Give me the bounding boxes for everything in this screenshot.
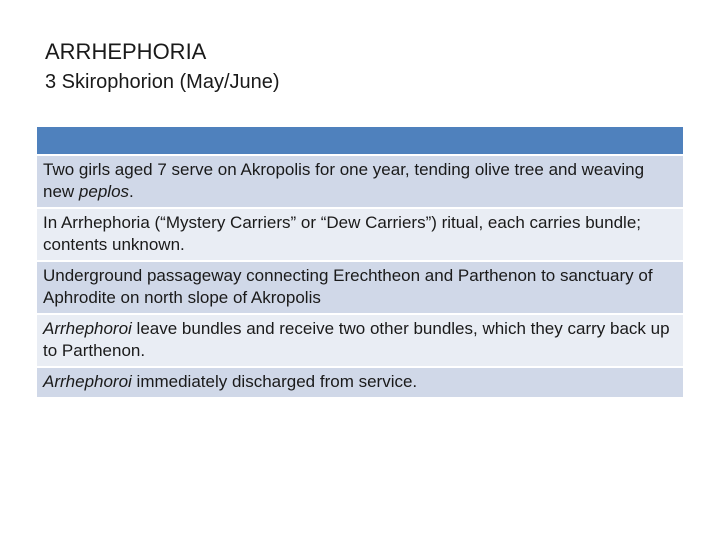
italic-term: peplos (78, 182, 130, 201)
row-text: Two girls aged 7 serve on Akropolis for one year, tending olive tree and weaving new (43, 160, 645, 201)
title-main: ARRHEPHORIA (45, 39, 207, 64)
ritual-table (37, 127, 683, 399)
row-text: immediately discharged from service. (131, 372, 418, 391)
table-row (37, 315, 683, 368)
table-row (37, 368, 683, 399)
table-header (37, 127, 683, 156)
row-text: leave bundles and receive two other bundles, which they carry back up to Parthenon. (43, 319, 670, 360)
row-text: . (129, 182, 134, 201)
row-text: In Arrhephoria (“Mystery Carriers” or “Dew Carriers”) ritual, each carries bundle; contents unknown. (43, 213, 641, 254)
italic-term: Arrhephoroi (43, 319, 132, 338)
row-text: Underground passageway connecting Erechtheon and Parthenon to sanctuary of Aphrodite on north slope of Akropolis (43, 266, 653, 307)
table-row (37, 262, 683, 315)
italic-term: Arrhephoroi (43, 372, 132, 391)
table-row (37, 156, 683, 209)
slide-title (45, 38, 280, 95)
title-subtitle: 3 Skirophorion (May/June) (45, 70, 280, 93)
table-row (37, 209, 683, 262)
